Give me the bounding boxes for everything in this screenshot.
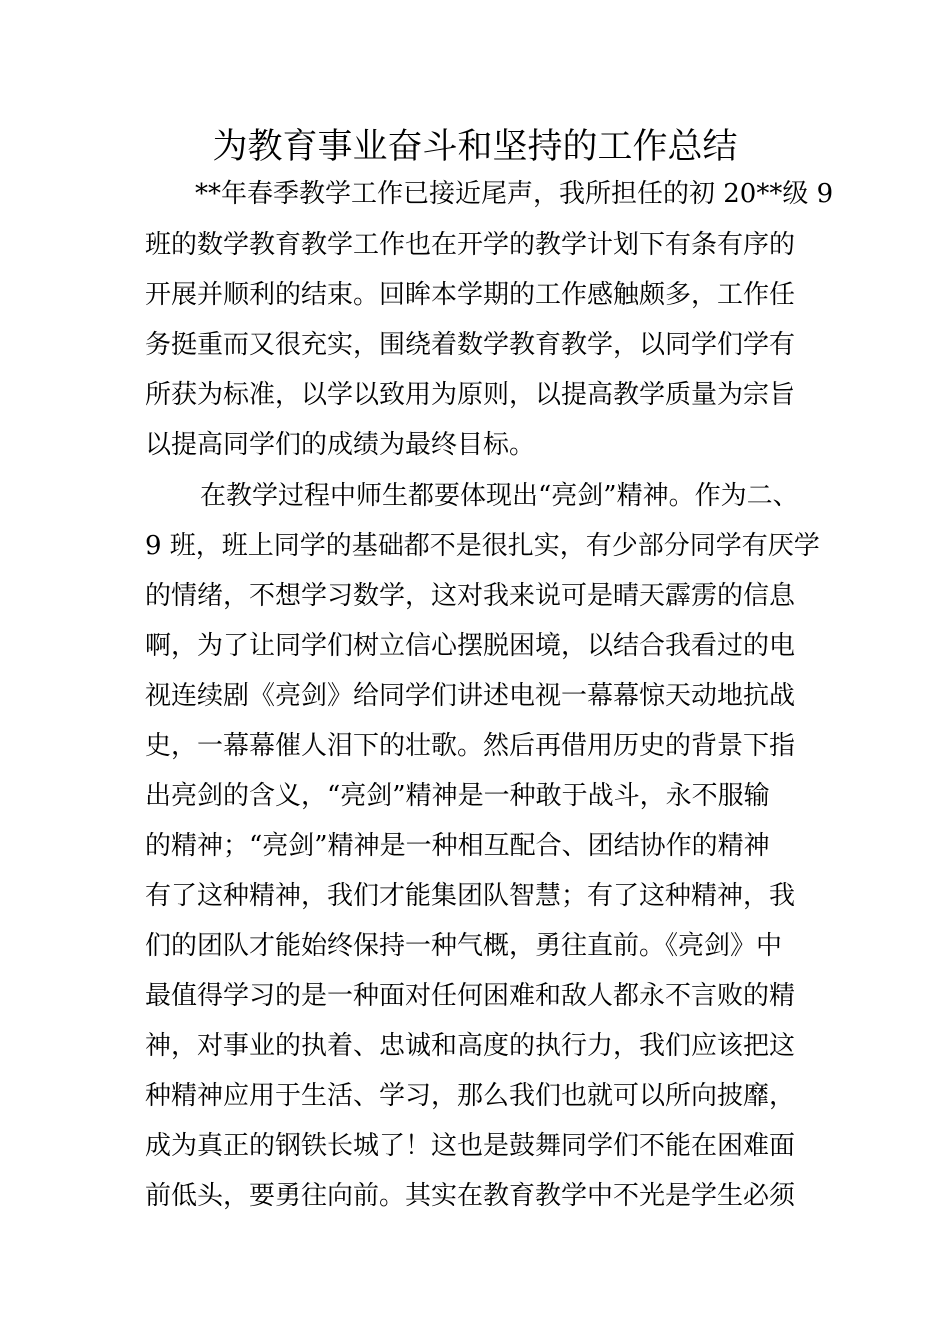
paragraph-2-line-1: 在教学过程中师生都要体现出“亮剑”精神。作为二、	[200, 481, 799, 511]
paragraph-2-line-8: 的精神；“亮剑”精神是一种相互配合、团结协作的精神	[145, 831, 770, 861]
paragraph-2-line-6: 史，一幕幕催人泪下的壮歌。然后再借用历史的背景下指	[145, 731, 796, 761]
paragraph-1-line-2: 班的数学教育教学工作也在开学的教学计划下有条有序的	[145, 230, 796, 260]
paragraph-2-line-3: 的情绪，不想学习数学，这对我来说可是晴天霹雳的信息	[145, 581, 796, 611]
document-title: 为教育事业奋斗和坚持的工作总结	[212, 127, 738, 167]
paragraph-2-line-12: 神，对事业的执着、忠诚和高度的执行力，我们应该把这	[145, 1031, 796, 1061]
paragraph-1-line-1: **年春季教学工作已接近尾声，我所担任的初 20**级 9	[195, 179, 834, 209]
paragraph-1-line-4: 务挺重而又很充实，围绕着数学教育教学，以同学们学有	[145, 330, 796, 360]
paragraph-2-line-4: 啊，为了让同学们树立信心摆脱困境，以结合我看过的电	[145, 631, 796, 661]
paragraph-1-line-6: 以提高同学们的成绩为最终目标。	[145, 430, 536, 460]
paragraph-2-line-15: 前低头，要勇往向前。其实在教育教学中不光是学生必须	[145, 1181, 796, 1211]
paragraph-2-line-5: 视连续剧《亮剑》给同学们讲述电视一幕幕惊天动地抗战	[145, 681, 796, 711]
paragraph-2-line-9: 有了这种精神，我们才能集团队智慧；有了这种精神，我	[145, 881, 796, 911]
paragraph-2-line-14: 成为真正的钢铁长城了！这也是鼓舞同学们不能在困难面	[145, 1131, 796, 1161]
paragraph-2-line-2: 9 班，班上同学的基础都不是很扎实，有少部分同学有厌学	[145, 531, 820, 561]
paragraph-2-line-13: 种精神应用于生活、学习，那么我们也就可以所向披靡，	[145, 1081, 796, 1111]
paragraph-2-line-10: 们的团队才能始终保持一种气概，勇往直前。《亮剑》中	[145, 931, 783, 961]
paragraph-1-line-3: 开展并顺利的结束。回眸本学期的工作感触颇多，工作任	[145, 280, 796, 310]
paragraph-1-line-5: 所获为标准，以学以致用为原则，以提高教学质量为宗旨	[145, 380, 796, 410]
paragraph-2-line-11: 最值得学习的是一种面对任何困难和敌人都永不言败的精	[145, 981, 796, 1011]
paragraph-2-line-7: 出亮剑的含义，“亮剑”精神是一种敢于战斗，永不服输	[145, 781, 770, 811]
